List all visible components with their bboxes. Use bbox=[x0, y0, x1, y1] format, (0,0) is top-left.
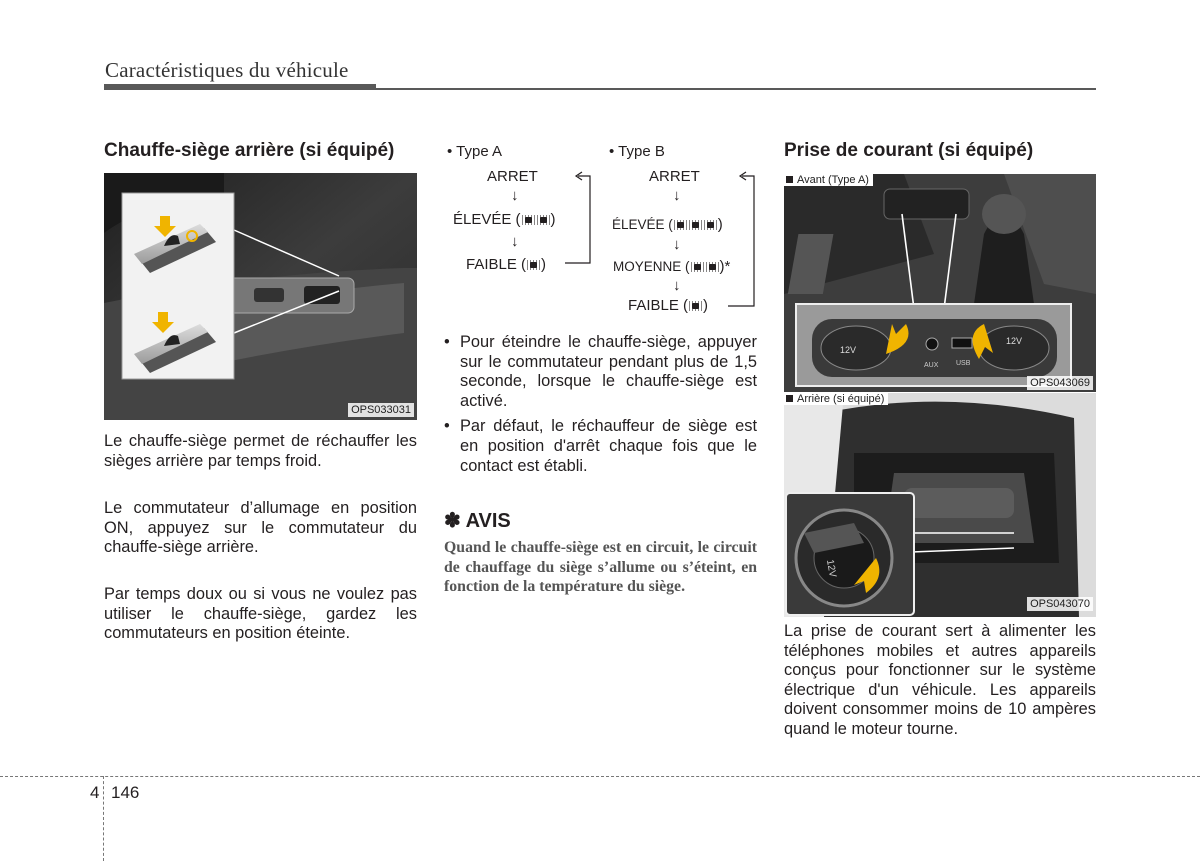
type-a-off: ARRET bbox=[487, 168, 538, 185]
type-a-arrow-1: ↓ bbox=[511, 187, 519, 204]
notice-heading: ✽ AVIS bbox=[444, 510, 511, 532]
type-b-high bbox=[612, 216, 723, 233]
type-b-cycle-bracket bbox=[724, 168, 764, 318]
footer-vertical-divider bbox=[103, 776, 104, 861]
heater-lamp-icon bbox=[522, 215, 535, 225]
type-b-medium-label: MOYENNE ( bbox=[613, 259, 690, 274]
socket-right-label: 12V bbox=[1006, 336, 1023, 346]
header-rule-accent bbox=[104, 84, 376, 90]
square-bullet-icon bbox=[786, 176, 793, 183]
type-b-arrow-1: ↓ bbox=[673, 187, 681, 204]
type-b-high-label: ÉLEVÉE ( bbox=[612, 217, 673, 232]
heater-lamp-icon bbox=[689, 220, 702, 230]
rear-power-outlet-photo bbox=[784, 393, 1096, 617]
aux-label: AUX bbox=[924, 362, 939, 369]
seat-warmer-switch-photo bbox=[104, 173, 417, 420]
type-a-low bbox=[466, 256, 546, 273]
square-bullet-icon bbox=[786, 395, 793, 402]
socket-left-label: 12V bbox=[840, 345, 857, 355]
chapter-number: 4 bbox=[90, 783, 100, 802]
front-type-a-tag: Avant (Type A) bbox=[784, 174, 873, 186]
photo-code-ops043069: OPS043069 bbox=[1027, 376, 1093, 390]
type-a-arrow-2: ↓ bbox=[511, 233, 519, 250]
footer-divider bbox=[0, 776, 1200, 777]
power-outlet-heading: Prise de courant (si équipé) bbox=[784, 140, 1034, 161]
type-a-high-label: ÉLEVÉE ( bbox=[453, 211, 521, 228]
warmer-notes-list bbox=[444, 333, 757, 476]
warmer-intro-paragraph: Le chauffe-siège permet de réchauffer les sièges arrière par temps froid. bbox=[104, 432, 417, 470]
type-a-label: • Type A bbox=[447, 143, 503, 160]
type-b-medium bbox=[613, 258, 730, 275]
header-rule bbox=[376, 88, 1096, 90]
type-b-label: • Type B bbox=[609, 143, 665, 160]
usb-label: USB bbox=[956, 360, 971, 367]
heater-lamp-icon bbox=[537, 215, 550, 225]
rear-optional-tag: Arrière (si équipé) bbox=[784, 393, 888, 405]
rear-seat-warmer-heading: Chauffe-siège arrière (si équipé) bbox=[104, 140, 395, 161]
type-b-low-close: ) bbox=[703, 297, 709, 314]
warmer-off-paragraph: Par temps doux ou si vous ne voulez pas utiliser le chauffe-siège, gardez les commutateurs en position éteinte. bbox=[104, 585, 417, 643]
front-power-outlet-photo bbox=[784, 174, 1096, 392]
list-item: • Par défaut, le réchauffeur de siège est en position d'arrêt chaque fois que le contact est établi. bbox=[444, 417, 757, 475]
type-a-cycle-bracket bbox=[560, 168, 600, 278]
page-header-title: Caractéristiques du véhicule bbox=[105, 58, 349, 82]
power-outlet-paragraph: La prise de courant sert à alimenter les téléphones mobiles et autres appareils conçus pour fonctionner sur le système électrique d'un véhicule. Les appareils doivent consommer moins de 10 ampères quand le moteur tourne. bbox=[784, 622, 1096, 738]
heater-lamp-icon bbox=[689, 301, 702, 311]
type-b-arrow-3: ↓ bbox=[673, 277, 681, 294]
type-b-high-close: ) bbox=[717, 216, 723, 233]
type-b-low bbox=[628, 297, 708, 314]
heater-lamp-icon bbox=[527, 260, 540, 270]
type-b-low-label: FAIBLE ( bbox=[628, 297, 689, 314]
list-item: • Pour éteindre le chauffe-siège, appuyer sur le commutateur pendant plus de 1,5 seconde, lorsque le chauffe-siège est activé. bbox=[444, 333, 757, 410]
note-default-off: Par défaut, le réchauffeur de siège est en position d'arrêt chaque fois que le contact est établi. bbox=[460, 417, 757, 475]
notice-text: Quand le chauffe-siège est en circuit, le circuit de chauffage du siège s’allume ou s’éteint, en fonction de la température du siège. bbox=[444, 539, 757, 595]
warmer-activation-paragraph: Le commutateur d’allumage en position ON, appuyez sur le commutateur du chauffe-siège arrière. bbox=[104, 499, 417, 557]
heater-lamp-icon bbox=[691, 262, 704, 272]
rear-socket-label: 12V bbox=[823, 558, 838, 579]
type-b-medium-close: )* bbox=[719, 258, 731, 275]
note-long-press: Pour éteindre le chauffe-siège, appuyer sur le commutateur pendant plus de 1,5 seconde, lorsque le chauffe-siège est activé. bbox=[460, 333, 757, 410]
heater-lamp-icon bbox=[706, 262, 719, 272]
photo-code-ops043070: OPS043070 bbox=[1027, 597, 1093, 611]
type-a-high bbox=[453, 211, 556, 228]
type-b-off: ARRET bbox=[649, 168, 700, 185]
type-a-high-close: ) bbox=[550, 211, 556, 228]
type-a-low-close: ) bbox=[541, 256, 547, 273]
heater-lamp-icon bbox=[704, 220, 717, 230]
type-a-low-label: FAIBLE ( bbox=[466, 256, 527, 273]
heater-lamp-icon bbox=[674, 220, 687, 230]
type-b-arrow-2: ↓ bbox=[673, 236, 681, 253]
page-number: 146 bbox=[111, 783, 140, 802]
photo-code-ops033031: OPS033031 bbox=[348, 403, 414, 417]
